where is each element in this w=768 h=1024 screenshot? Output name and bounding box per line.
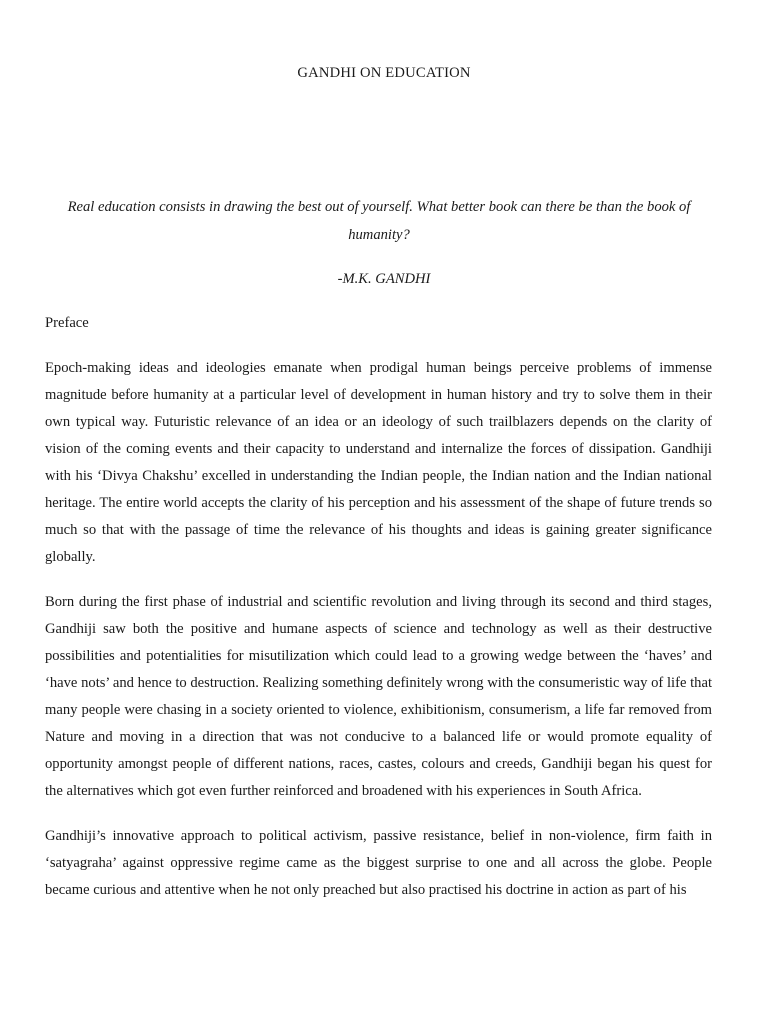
- section-heading-preface: Preface: [45, 315, 89, 331]
- epigraph-quote: Real education consists in drawing the best out of yourself. What better book can there be than the book of humanity?: [67, 199, 691, 243]
- document-body: [45, 355, 712, 922]
- quote-attribution: -M.K. GANDHI: [337, 271, 431, 287]
- document-title: GANDHI ON EDUCATION: [297, 65, 471, 81]
- body-paragraph: Epoch-making ideas and ideologies emanate when prodigal human beings perceive problems of immense magnitude before humanity at a particular level of development in human history and try to solve them in their own typical way. Futuristic relevance of an idea or an ideology of such trailblazers depends on the clarity of vision of the coming events and their capacity to understand and internalize the forces of dissipation. Gandhiji with his ‘Divya Chakshu’ excelled in understanding the Indian people, the Indian nation and the Indian national heritage. The entire world accepts the clarity of his perception and his assessment of the shape of future trends so much so that with the passage of time the relevance of his thoughts and ideas is gaining greater significance globally.: [45, 360, 712, 565]
- body-paragraph: Born during the first phase of industrial and scientific revolution and living through its second and third stages, Gandhiji saw both the positive and humane aspects of science and technology as well as their destructive possibilities and potentialities for misutilization which could lead to a growing wedge between the ‘haves’ and ‘have nots’ and hence to destruction. Realizing something definitely wrong with the consumeristic way of life that many people were chasing in a society oriented to violence, exhibitionism, consumerism, a life far removed from Nature and moving in a direction that was not conducive to a balanced life or would promote equality of opportunity amongst people of different nations, races, castes, colours and creeds, Gandhiji began his quest for the alternatives which got even further reinforced and broadened with his experiences in South Africa.: [45, 594, 712, 799]
- body-paragraph: Gandhiji’s innovative approach to political activism, passive resistance, belief in non-violence, firm faith in ‘satyagraha’ against oppressive regime came as the biggest surprise to one and all across the globe. People became curious and attentive when he not only preached but also practised his doctrine in action as part of his: [45, 828, 712, 898]
